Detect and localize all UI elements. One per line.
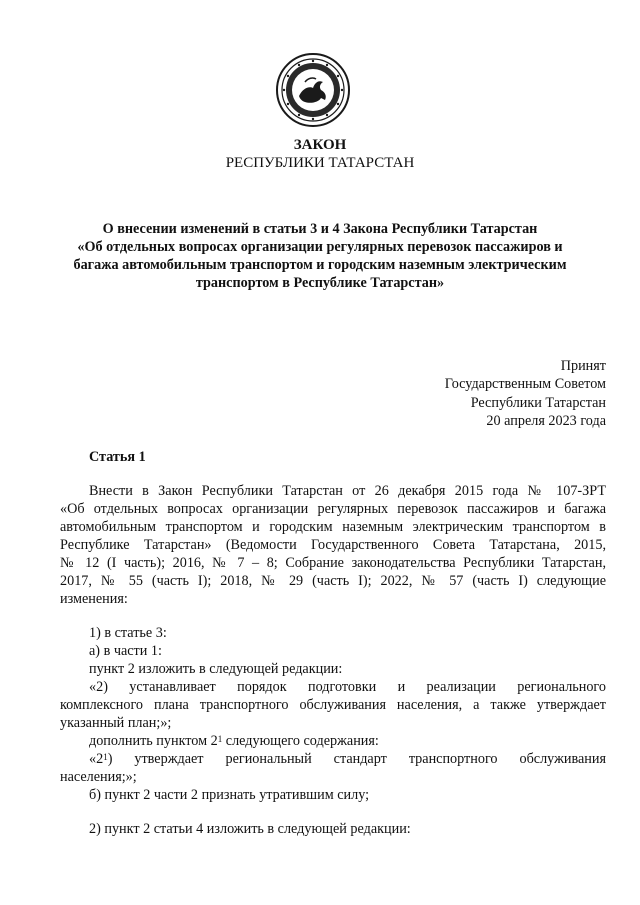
point-2-edit: пункт 2 изложить в следующей редакции: bbox=[89, 661, 343, 677]
law-heading: ЗАКОН bbox=[293, 137, 347, 153]
add-point-text: дополнить пунктом 2 bbox=[89, 733, 218, 749]
item-1a: а) в части 1: bbox=[89, 643, 162, 659]
quote-text: «2 bbox=[89, 751, 104, 767]
superscript: 1 bbox=[217, 734, 223, 744]
quote-point-2-1 bbox=[89, 751, 606, 768]
intro-line: Республике Татарстан» (Ведомости Государственного Совета Татарстана, 2015, bbox=[60, 537, 606, 553]
intro-line: изменения: bbox=[60, 591, 128, 607]
quote-point-2: «2) устанавливает порядок подготовки и реализации регионального bbox=[89, 679, 606, 695]
intro-line: автомобильным транспортом и городским наземным электрическим транспортом в bbox=[60, 519, 606, 535]
item-2: 2) пункт 2 статьи 4 изложить в следующей редакции: bbox=[89, 821, 411, 837]
title-line: О внесении изменений в статьи 3 и 4 Закона Республики Татарстан bbox=[102, 221, 538, 237]
intro-line: 2017, № 55 (часть I); 2018, № 29 (часть I); 2022, № 57 (часть I) следующие bbox=[60, 573, 606, 589]
adoption-line: Государственным Советом bbox=[444, 376, 606, 392]
title-line: «Об отдельных вопросах организации регулярных перевозок пассажиров и bbox=[77, 239, 563, 255]
add-point-text: следующего содержания: bbox=[222, 733, 379, 749]
republic-heading: РЕСПУБЛИКИ ТАТАРСТАН bbox=[225, 155, 415, 171]
title-line: транспортом в Республике Татарстан» bbox=[195, 275, 445, 291]
adoption-date: 20 апреля 2023 года bbox=[486, 413, 606, 429]
intro-line: № 12 (I часть); 2016, № 7 – 8; Собрание законодательства Республики Татарстан, bbox=[60, 555, 606, 571]
item-1b: б) пункт 2 части 2 признать утратившим силу; bbox=[89, 787, 370, 803]
article-heading: Статья 1 bbox=[89, 449, 146, 465]
coat-of-arms-emblem bbox=[275, 52, 351, 128]
title-line: багажа автомобильным транспортом и городским наземным электрическим bbox=[73, 257, 567, 273]
adoption-line: Республики Татарстан bbox=[470, 395, 606, 411]
quote-point-2: комплексного плана транспортного обслуживания населения, а также утверждает bbox=[60, 697, 606, 713]
quote-point-2: указанный план;»; bbox=[60, 715, 172, 731]
superscript: 1 bbox=[103, 752, 108, 762]
adoption-line: Принят bbox=[560, 358, 606, 374]
intro-line: «Об отдельных вопросах организации регулярных перевозок пассажиров и багажа bbox=[60, 501, 606, 517]
add-point-line bbox=[89, 733, 379, 750]
item-1: 1) в статье 3: bbox=[89, 625, 167, 641]
intro-line: Внести в Закон Республики Татарстан от 26 декабря 2015 года № 107-ЗРТ bbox=[89, 483, 606, 499]
quote-point-2-1: населения;»; bbox=[60, 769, 137, 785]
quote-text: ) утверждает региональный стандарт транспортного обслуживания bbox=[107, 751, 606, 767]
